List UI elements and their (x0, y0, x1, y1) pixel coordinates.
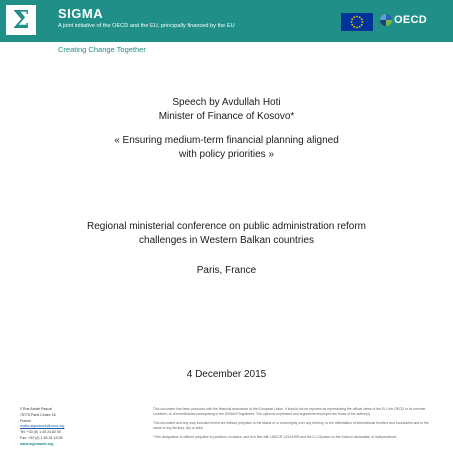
event-line1: Regional ministerial conference on public administration reform (86, 221, 367, 232)
event-line2: challenges in Western Balkan countries (139, 235, 314, 246)
footer-disclaimers (153, 407, 435, 443)
footer-contact (20, 407, 140, 448)
address-line: 2 Rue André Pascal (20, 407, 52, 411)
oecd-mark-icon (380, 14, 392, 26)
disclaimer-text: *This designation is without prejudice to positions on status, and is in line with UNSCR 1244/1999 and the ICJ Opinion on the Kosovo declaration of independence. (153, 434, 398, 439)
subtagline: Creating Change Together (58, 45, 146, 54)
oecd-logo (380, 14, 427, 26)
speech-title-line2: with policy priorities » (178, 149, 275, 160)
event-location: Paris, France (196, 265, 257, 276)
disclaimer-text: This document has been produced with the financial assistance of the European Union. It should not be reported as representing the official views of the EU, the OECD or its member countries, or of beneficiaries participating in the SIGMA Programme. The opinions expressed and arguments employed are those of the author(s). (153, 407, 426, 417)
address-line: 75775 Paris Cedex 16 (20, 412, 56, 417)
website-link[interactable]: www.sigmaweb.org (20, 441, 54, 446)
brand-name: SIGMA (58, 6, 104, 21)
header-banner (0, 0, 453, 42)
address-line: France (20, 418, 32, 423)
eu-flag-icon (341, 13, 373, 31)
oecd-label: OECD (394, 14, 427, 26)
header-tagline: A joint initiative of the OECD and the EU, principally financed by the EU (58, 23, 235, 29)
tel-line: Tel: +33 (0) 1 45 24 82 00 (20, 430, 62, 435)
speech-title-line1: « Ensuring medium-term financial planning aligned (114, 135, 339, 146)
disclaimer-text: This document and any map included herein are without prejudice to the status of or sovereignty over any territory, to the delimitation of international frontiers and boundaries and to the name of any territory, city or area. (153, 420, 429, 431)
sigma-logo-icon: Σ (6, 5, 36, 35)
email-link[interactable]: mailto:sigmaweb@oecd.org (20, 424, 65, 429)
speaker-role: Minister of Finance of Kosovo* (158, 111, 295, 122)
fax-line: Fax: +33 (0) 1 45 24 13 05 (20, 435, 63, 440)
speaker-line: Speech by Avdullah Hoti (172, 97, 281, 108)
event-date: 4 December 2015 (186, 369, 267, 380)
